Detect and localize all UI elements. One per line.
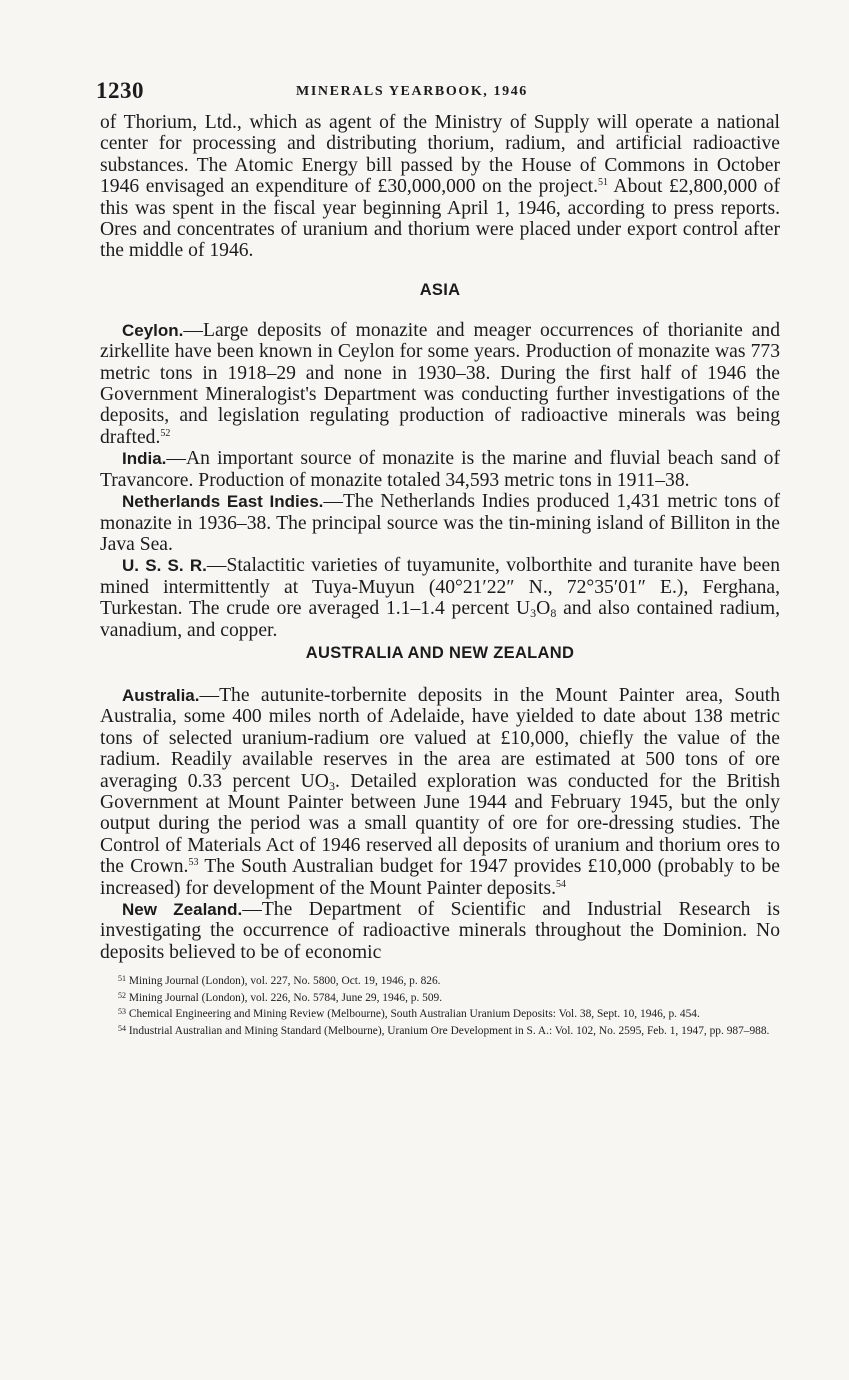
australia-subscript-3: 3 (328, 778, 335, 793)
section-heading-australia-new-zealand: AUSTRALIA AND NEW ZEALAND (305, 643, 575, 662)
australia-text-b: . Detailed exploration was conducted for the British Government at Mount Painter between June 1944 and February 1945, but the only output during the period was a small quantity of ore for ore-dressing studies. The Control of Materials Act of 1946 reserved all deposits of uranium and thorium ores to the Crown. (100, 770, 780, 878)
new-zealand-text: —The Department of Scientific and Industrial Research is investigating the occurrence of radioactive minerals throughout the Dominion. No deposits believed to be of economic (100, 899, 780, 963)
footnotes (100, 971, 780, 1038)
footnote-ref-51[interactable]: 51 (597, 177, 608, 189)
ussr-subscript-3: 3 (530, 606, 537, 621)
running-title: MINERALS YEARBOOK, 1946 (296, 84, 528, 99)
footnote-54 (100, 1022, 780, 1039)
footnote-52 (100, 989, 780, 1006)
footnote-mark: 54 (118, 1024, 126, 1033)
lead-netherlands-east-indies: Netherlands East Indies. (122, 492, 324, 512)
lead-new-zealand: New Zealand. (122, 900, 243, 919)
intro-text-b: About £2,800,000 of this was spent in the fiscal year beginning April 1, 1946, according to press reports. Ores and concentrates of uranium and thorium were placed under export control after the middle of 1946. (100, 176, 780, 262)
page-number: 1230 (96, 78, 144, 103)
australia-text-c: The South Australian budget for 1947 provides £10,000 (probably to be increased) for development of the Mount Painter deposits. (100, 856, 781, 899)
australia-text-a: —The autunite-torbernite deposits in the Mount Painter area, South Australia, some 400 miles north of Adelaide, have yielded to date about 138 metric tons of selected uranium-radium ore valued at £10,000, chiefly the value of the radium. Readily available reserves in the area are estimated at 500 tons of ore averaging 0.33 percent UO (100, 684, 780, 792)
lead-ceylon: Ceylon. (122, 320, 184, 340)
running-head (96, 78, 780, 112)
india-text: —An important source of monazite is the marine and fluvial beach sand of Travancore. Production of monazite totaled 34,593 metric tons in 1911–38. (100, 448, 780, 491)
footnote-mark: 52 (118, 990, 126, 1000)
lead-india: India. (122, 449, 167, 469)
ussr-subscript-8: 8 (550, 606, 557, 621)
lead-ussr: U. S. S. R. (122, 556, 207, 576)
footnote-text: Mining Journal (London), vol. 226, No. 5784, June 29, 1946, p. 509. (128, 991, 443, 1004)
section-heading-asia: ASIA (419, 280, 461, 299)
footnote-mark: 51 (118, 974, 126, 984)
ussr-text-a: —Stalactitic varieties of tuyamunite, volborthite and turanite have been mined intermittently at Tuya-Muyun (40°21′22″ N., 72°35′01″ E.), Ferghana, Turkestan. The crude ore averaged 1.1–1.4 percent U (100, 555, 780, 620)
footnote-text: Mining Journal (London), vol. 227, No. 5800, Oct. 19, 1946, p. 826. (128, 975, 441, 988)
ussr-text-b: O (536, 598, 551, 620)
intro-text-a: of Thorium, Ltd., which as agent of the Ministry of Supply will operate a national center for processing and distributing thorium, radium, and artificial radioactive substances. The Atomic Energy bill passed by the House of Commons in October 1946 envisaged an expenditure of £30,000,000 on the project. (100, 112, 780, 198)
ceylon-text: —Large deposits of monazite and meager occurrences of thorianite and zirkellite have been known in Ceylon for some years. Production of monazite was 773 metric tons in 1918–29 and none in 1930–38. During the first half of 1946 the Government Mineralogist's Department was conducting further investigations of the deposits, and legislation regulating production of radioactive minerals was being drafted. (100, 319, 780, 448)
intro-paragraph (100, 112, 780, 262)
paragraph-ussr (100, 555, 780, 641)
paragraph-india (100, 448, 780, 491)
paragraph-australia (100, 685, 780, 899)
paragraph-ceylon (100, 320, 780, 448)
footnote-53 (100, 1005, 780, 1022)
lead-australia: Australia. (122, 685, 200, 705)
footnote-51 (100, 972, 780, 989)
footnote-text: Chemical Engineering and Mining Review (Melbourne), South Australian Uranium Deposits: Vol. 38, Sept. 10, 1946, p. 454. (128, 1008, 700, 1021)
footnote-text: Industrial Australian and Mining Standard (Melbourne), Uranium Ore Development in S. A.: Vol. 102, No. 2595, Feb. 1, 1947, pp. 987–988. (128, 1025, 770, 1037)
footnote-mark: 53 (118, 1007, 126, 1017)
footnote-ref-53[interactable]: 53 (188, 857, 199, 869)
footnote-ref-54[interactable]: 54 (555, 878, 566, 890)
page (96, 78, 781, 1039)
paragraph-netherlands-east-indies (100, 491, 780, 555)
netherlands-text: —The Netherlands Indies produced 1,431 metric tons of monazite in 1936–38. The principal source was the tin-mining island of Billiton in the Java Sea. (100, 491, 780, 555)
ussr-text-c: and also contained radium, vanadium, and copper. (100, 598, 780, 641)
paragraph-new-zealand (100, 899, 780, 963)
footnote-ref-52[interactable]: 52 (160, 427, 171, 439)
